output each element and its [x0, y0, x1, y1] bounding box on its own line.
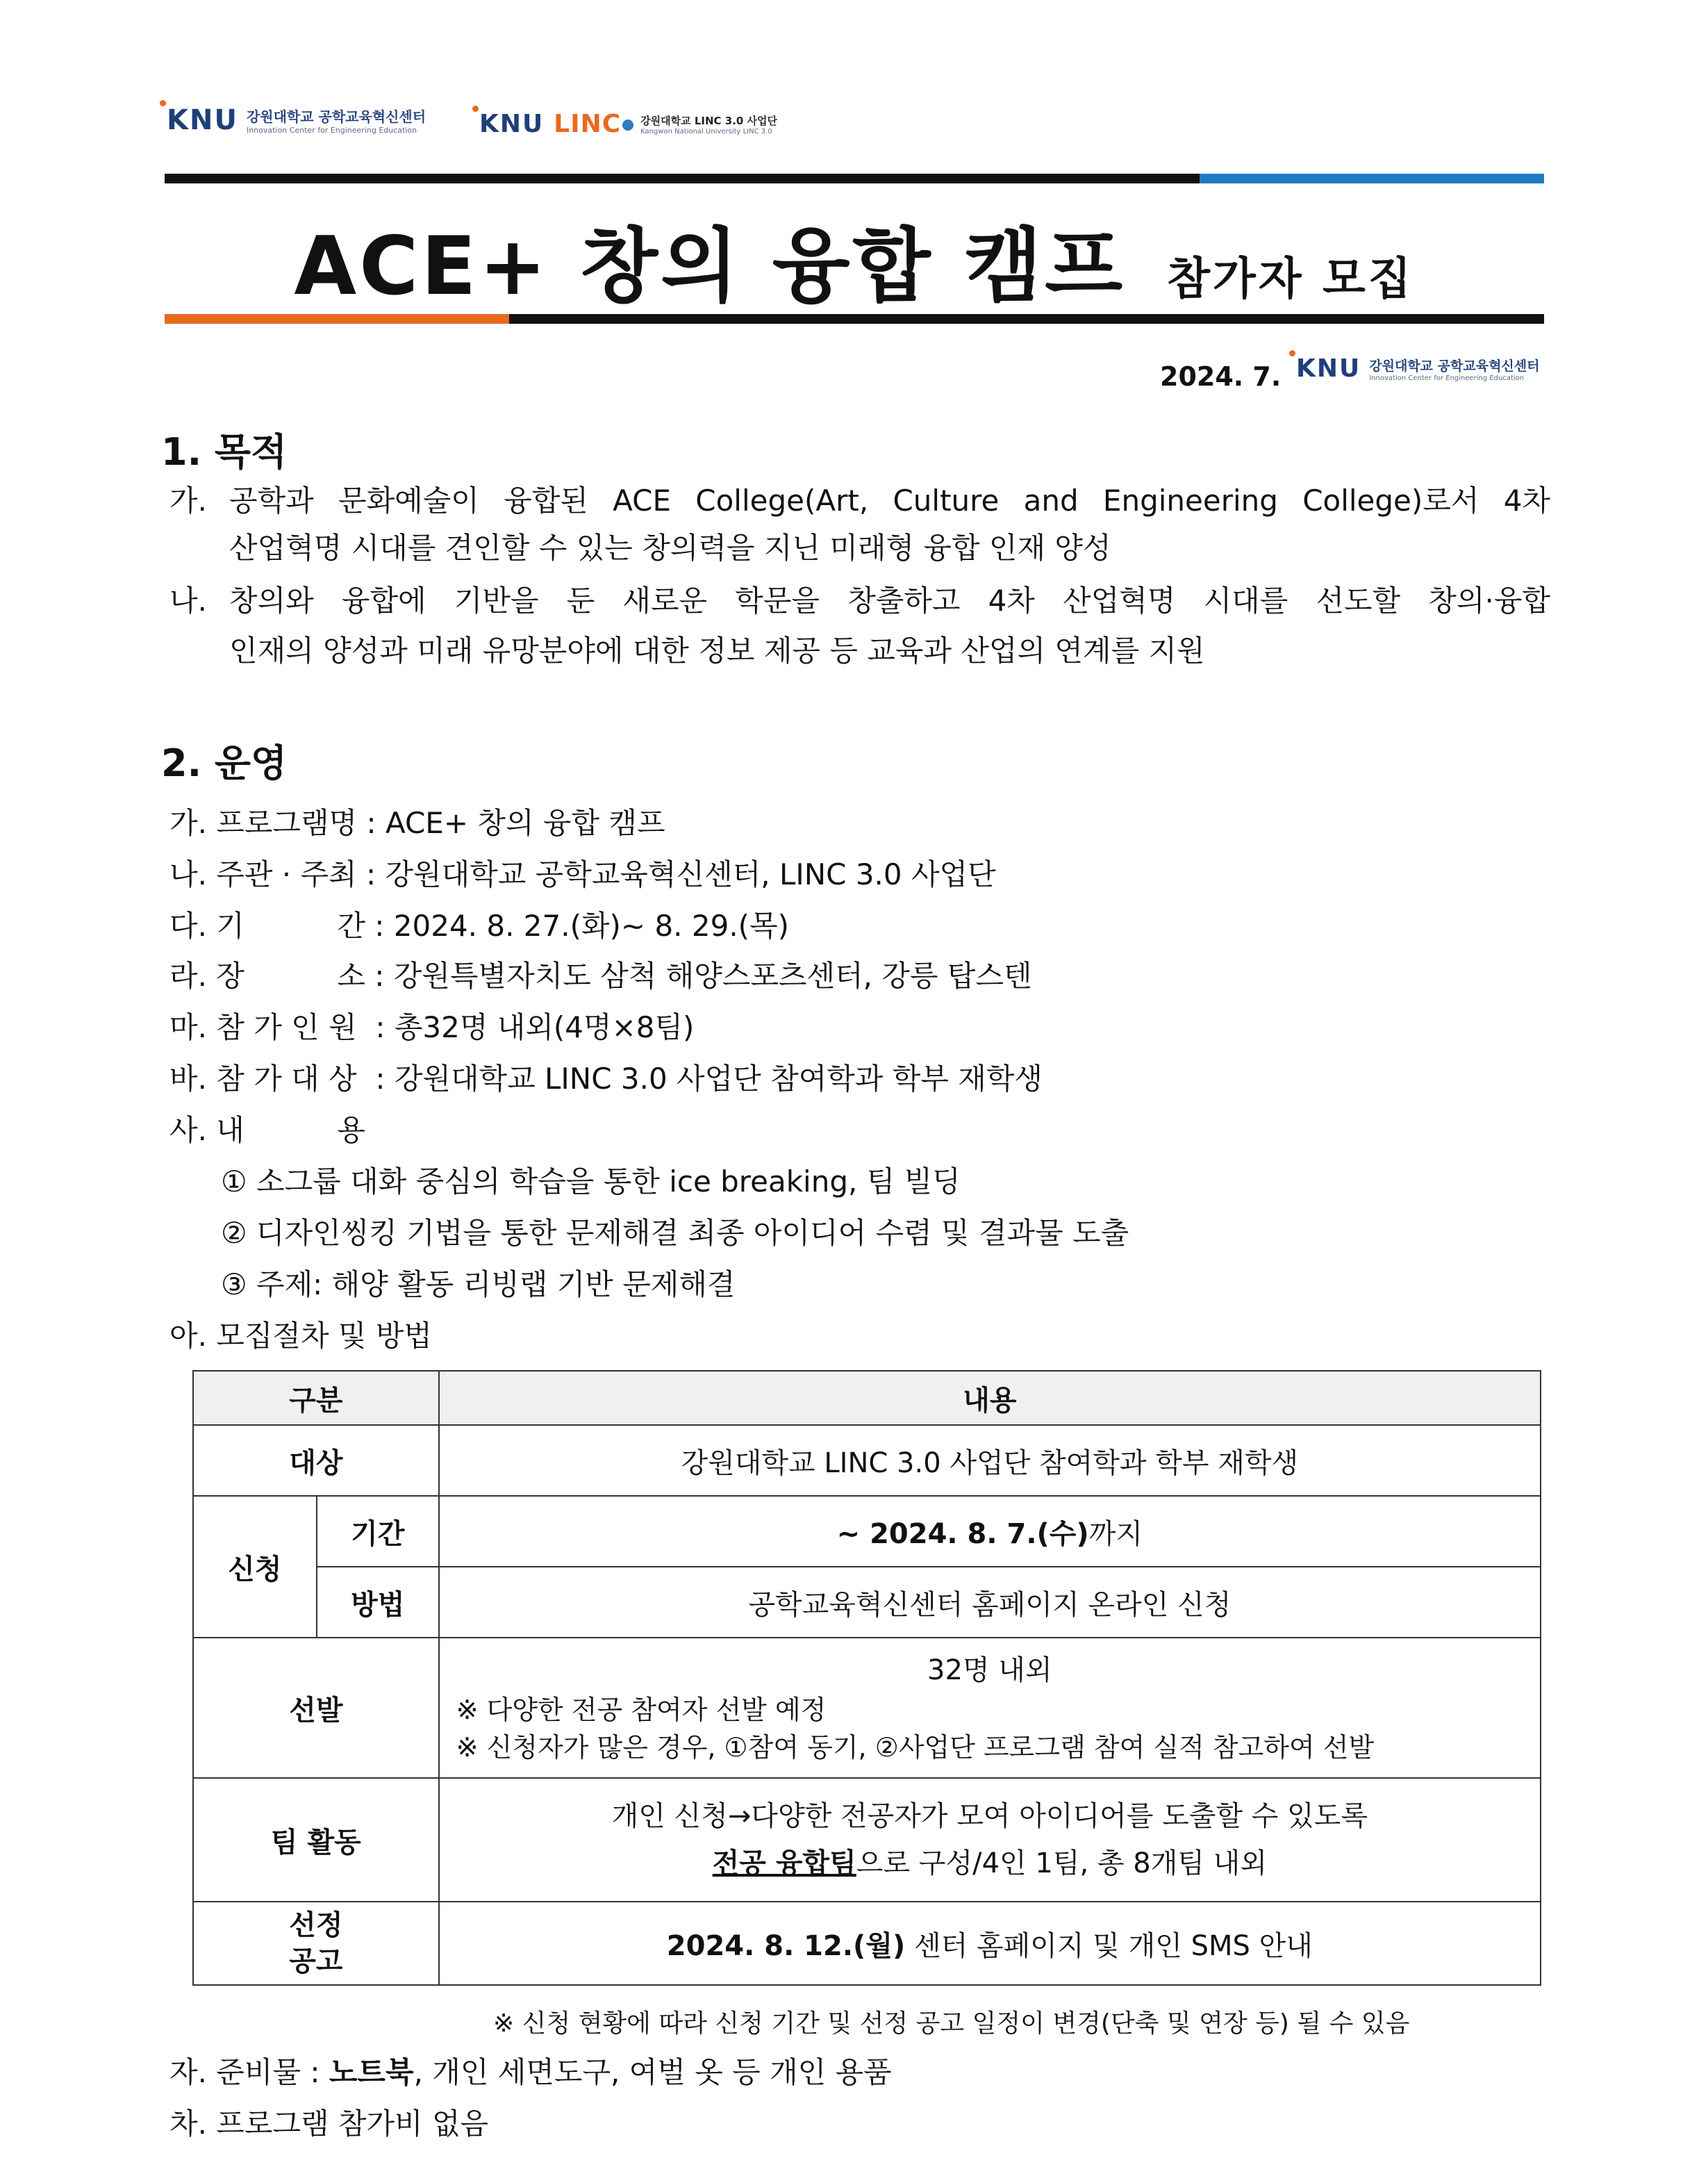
linc-logo-top: [479, 110, 777, 138]
op-program-name: 가. 프로그램명 : ACE+ 창의 융합 캠프: [169, 806, 665, 840]
center-name-ko: 강원대학교 공학교육혁신센터: [246, 108, 426, 125]
table-row: [193, 1902, 1541, 1985]
top-black-bar: [165, 174, 1200, 183]
center-logo-date: [1296, 354, 1539, 383]
team-line-1: 개인 신청→다양한 전공자가 모여 아이디어를 도출할 수 있도록: [611, 1800, 1368, 1832]
select-value: 32명 내외: [927, 1654, 1052, 1686]
section2-heading: 2. 운영: [161, 741, 288, 785]
method-label: 방법: [317, 1567, 439, 1638]
fee-line: 차. 프로그램 참가비 없음: [169, 2107, 489, 2141]
schedule-footnote: ※ 신청 현황에 따라 신청 기간 및 선정 공고 일정이 변경(단축 및 연장 등) 될 수 있음: [493, 2009, 1410, 2038]
purpose-marker-a: 가.: [169, 484, 207, 518]
op-organizer: 나. 주관 · 주최 : 강원대학교 공학교육혁신센터, LINC 3.0 사업단: [169, 857, 996, 891]
supplies-line: 자. 준비물 : 노트북, 개인 세면도구, 여벌 옷 등 개인 용품: [169, 2055, 892, 2089]
period-value: ~ 2024. 8. 7.(수)까지: [439, 1496, 1541, 1567]
select-note-2: ※ 신청자가 많은 경우, ①참여 동기, ②사업단 프로그램 참여 실적 참고하여 선발: [456, 1732, 1375, 1763]
header-content: 내용: [439, 1371, 1541, 1425]
op-participants: 마. 참 가 인 원 : 총32명 내외(4명×8팀): [169, 1010, 695, 1044]
bottom-orange-bar: [165, 314, 509, 324]
title-main: ACE+ 창의 융합 캠프: [294, 220, 1126, 313]
purpose-b-line2: 인재의 양성과 미래 유망분야에 대한 정보 제공 등 교육과 산업의 연계를 지원: [229, 634, 1205, 668]
content-item-1: ① 소그룹 대화 중심의 학습을 통한 ice breaking, 팀 빌딩: [221, 1164, 961, 1199]
knu-logo-mark: KNU: [167, 104, 238, 136]
target-value: 강원대학교 LINC 3.0 사업단 참여학과 학부 재학생: [439, 1425, 1541, 1496]
linc-wordmark: LINC: [554, 110, 633, 138]
issue-date: 2024. 7.: [1160, 361, 1282, 392]
title-sub: 참가자 모집: [1167, 254, 1414, 305]
center-name-en: Innovation Center for Engineering Education: [246, 126, 417, 135]
center-logo-top: [167, 104, 426, 136]
purpose-marker-b: 나.: [169, 584, 207, 618]
procedure-label: 아. 모집절차 및 방법: [169, 1319, 432, 1353]
select-value-cell: [439, 1638, 1541, 1778]
op-target: 바. 참 가 대 상 : 강원대학교 LINC 3.0 사업단 참여학과 학부 재학생: [169, 1062, 1043, 1096]
linc-name-ko: 강원대학교 LINC 3.0 사업단: [640, 114, 778, 127]
content-item-2: ② 디자인씽킹 기법을 통한 문제해결 최종 아이디어 수렴 및 결과물 도출: [221, 1216, 1129, 1250]
select-note-1: ※ 다양한 전공 참여자 선발 예정: [456, 1695, 827, 1725]
announce-label: 선정 공고: [193, 1902, 439, 1985]
linc-circle-icon: [622, 120, 633, 131]
op-place: 라. 장 소 : 강원특별자치도 삼척 해양스포츠센터, 강릉 탑스텐: [169, 959, 1032, 993]
method-value: 공학교육혁신센터 홈페이지 온라인 신청: [439, 1567, 1541, 1638]
select-label: 선발: [193, 1638, 439, 1778]
knu-logo-mark-3: KNU: [1296, 354, 1361, 383]
bottom-black-bar: [509, 314, 1544, 324]
top-blue-bar: [1200, 174, 1544, 183]
purpose-a-line2: 산업혁명 시대를 견인할 수 있는 창의력을 지닌 미래형 융합 인재 양성: [229, 531, 1111, 565]
team-label: 팀 활동: [193, 1778, 439, 1902]
purpose-a-line1: 공학과 문화예술이 융합된 ACE College(Art, Culture and Engineering College)로서 4차: [229, 484, 1550, 518]
op-period: 다. 기 간 : 2024. 8. 27.(화)~ 8. 29.(목): [169, 909, 790, 943]
op-contents-label: 사. 내 용: [169, 1113, 365, 1147]
apply-label: 신청: [193, 1496, 317, 1638]
table-row: [193, 1638, 1541, 1778]
announce-value: 2024. 8. 12.(월) 센터 홈페이지 및 개인 SMS 안내: [439, 1902, 1541, 1985]
section1-heading: 1. 목적: [161, 430, 288, 474]
header-category: 구분: [193, 1371, 439, 1425]
table-header-row: [193, 1371, 1541, 1425]
recruitment-table: [192, 1370, 1541, 1986]
center-name-ko-2: 강원대학교 공학교육혁신센터: [1369, 358, 1540, 374]
table-row: [193, 1778, 1541, 1902]
table-row: [193, 1496, 1541, 1567]
table-row: [193, 1567, 1541, 1638]
purpose-b-line1: 창의와 융합에 기반을 둔 새로운 학문을 창출하고 4차 산업혁명 시대를 선도할 창의·융합: [229, 584, 1550, 618]
table-row: [193, 1425, 1541, 1496]
target-label: 대상: [193, 1425, 439, 1496]
period-label: 기간: [317, 1496, 439, 1567]
content-item-3: ③ 주제: 해양 활동 리빙랩 기반 문제해결: [221, 1267, 736, 1301]
team-line-2: 전공 융합팀으로 구성/4인 1팀, 총 8개팀 내외: [712, 1847, 1267, 1879]
team-value-cell: [439, 1778, 1541, 1902]
knu-logo-mark-2: KNU: [479, 110, 544, 138]
linc-name-en: Kangwon National University LINC 3.0: [640, 127, 772, 135]
document-title: [0, 201, 1708, 318]
center-name-en-2: Innovation Center for Engineering Education: [1369, 374, 1525, 382]
